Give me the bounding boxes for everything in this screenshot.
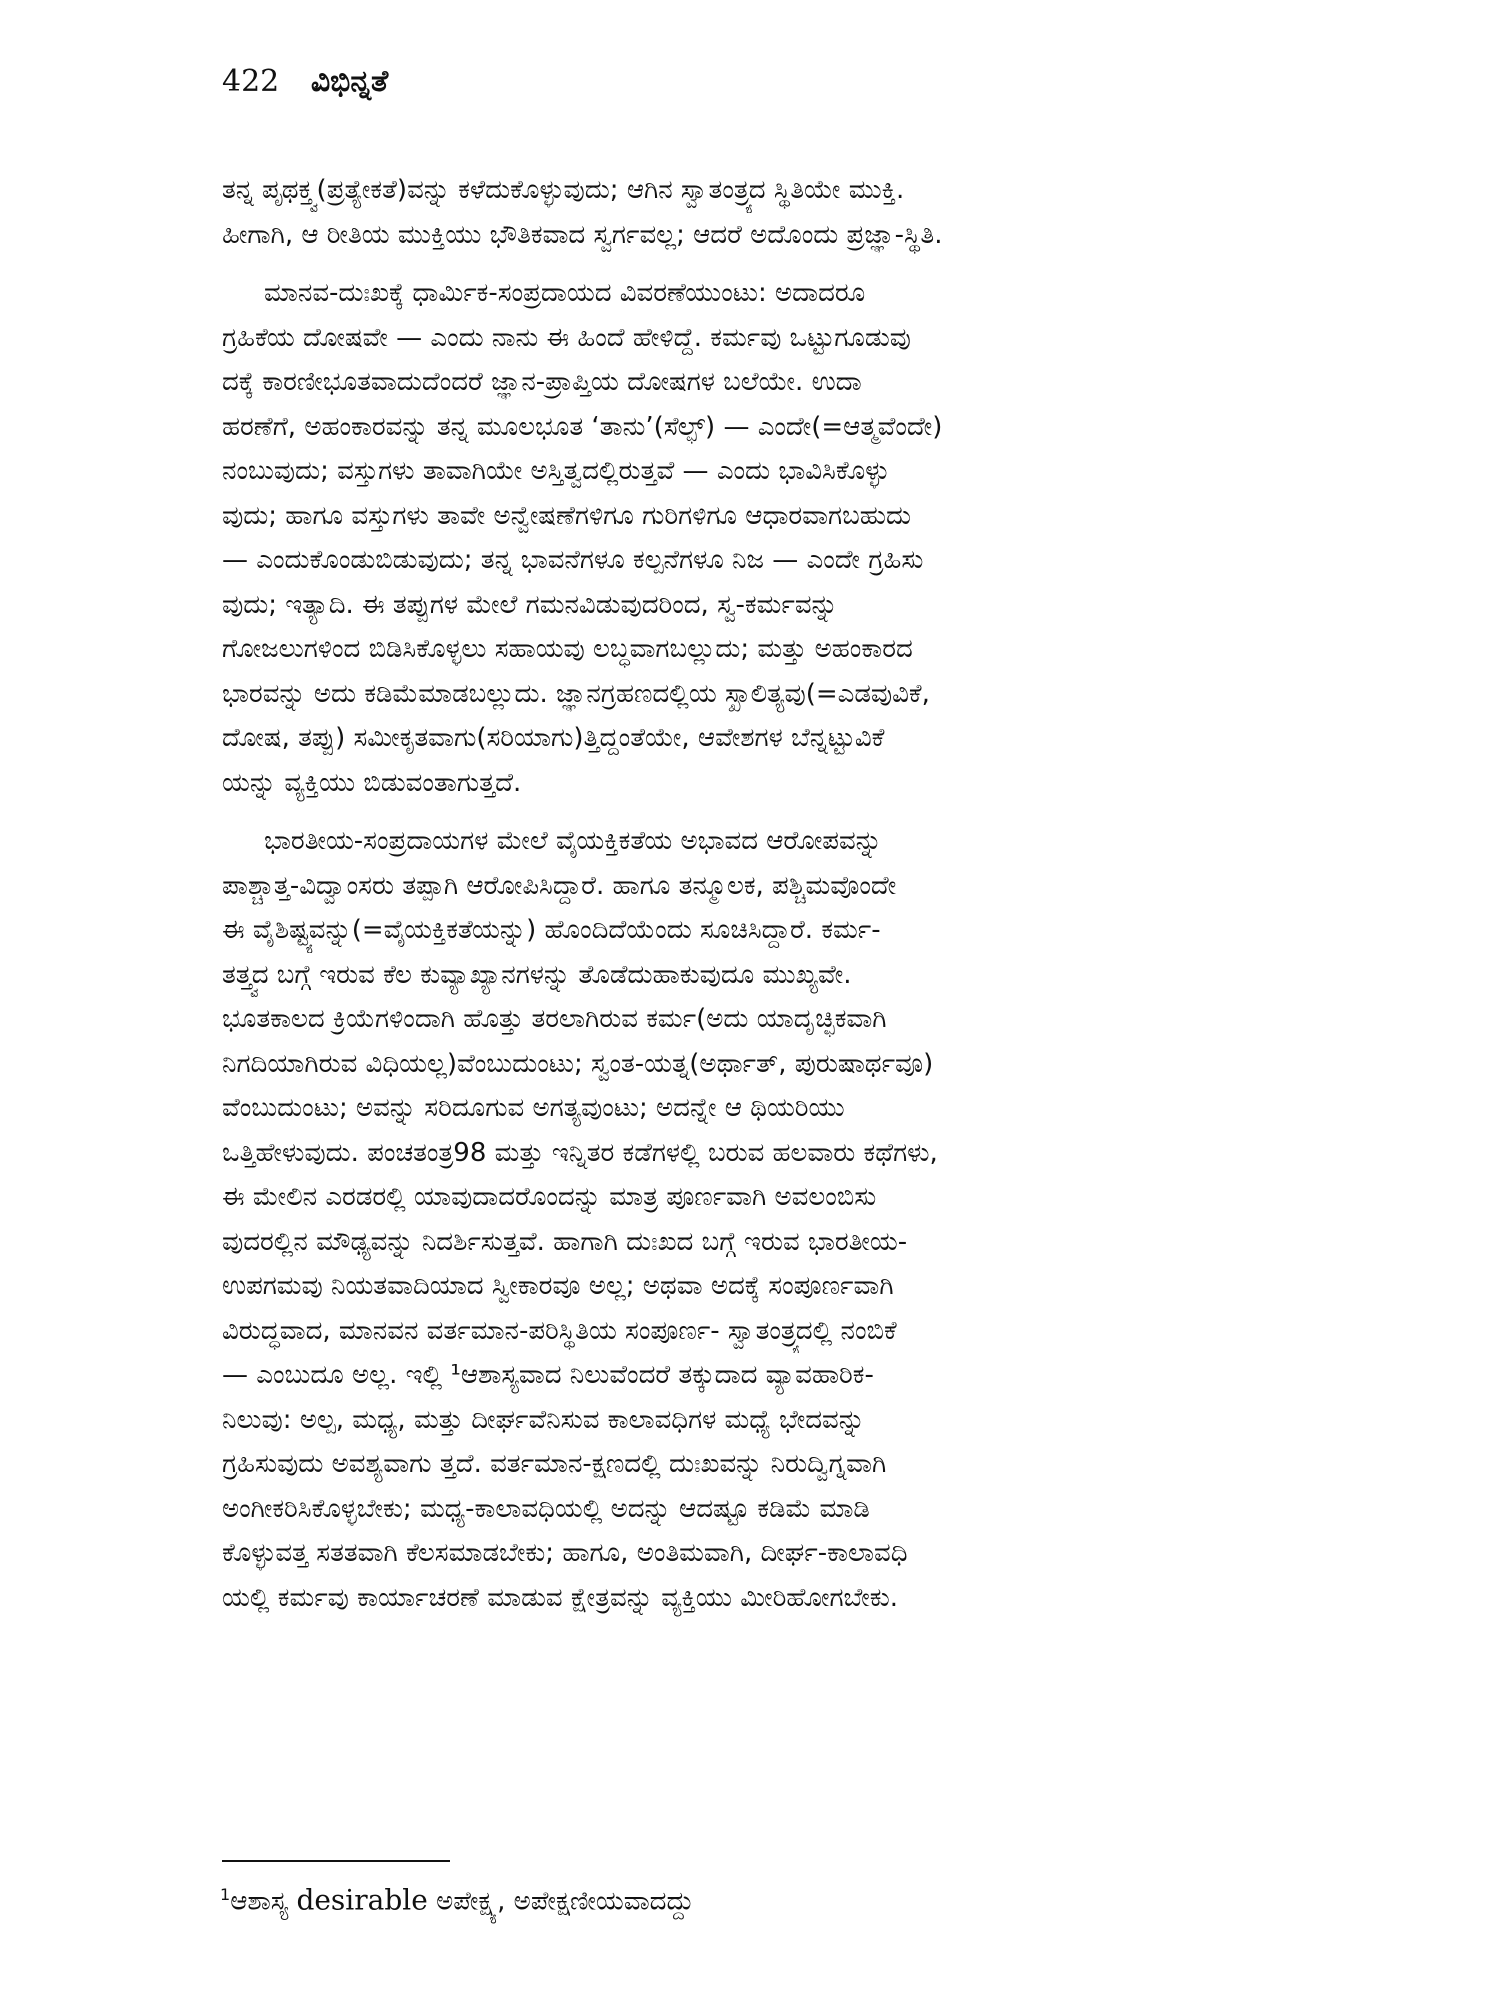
text-line: ತನ್ನ ಪೃಥಕ್ತ್ವ(ಪ್ರತ್ಯೇಕತೆ)ವನ್ನು ಕಳೆದುಕೊಳ್ಳುವುದು; ಆಗಿನ ಸ್ವಾತಂತ್ರ್ಯದ ಸ್ಥಿತಿಯೇ ಮುಕ್ತಿ.: [222, 175, 905, 205]
footnote-term-kannada: ಆಶಾಸ್ಯ: [230, 1886, 289, 1917]
paragraph-karma-errors: [222, 271, 1290, 805]
text-line: ಮಾನವ-ದುಃಖಕ್ಕೆ ಧಾರ್ಮಿಕ-ಸಂಪ್ರದಾಯದ ವಿವರಣೆಯುಂಟು: ಅದಾದರೂ: [264, 278, 866, 308]
text-line: ವುದು; ಹಾಗೂ ವಸ್ತುಗಳು ತಾವೇ ಅನ್ವೇಷಣೆಗಳಿಗೂ ಗುರಿಗಳಿಗೂ ಆಧಾರವಾಗಬಹುದು: [222, 500, 912, 531]
text-line: ದೋಷ, ತಪ್ಪು) ಸಮೀಕೃತವಾಗು(ಸರಿಯಾಗು)ತ್ತಿದ್ದಂತೆಯೇ, ಆವೇಶಗಳ ಬೆನ್ನಟ್ಟುವಿಕೆ: [222, 723, 885, 753]
text-line: — ಎಂದುಕೊಂಡುಬಿಡುವುದು; ತನ್ನ ಭಾವನೆಗಳೂ ಕಲ್ಪನೆಗಳೂ ನಿಜ — ಎಂದೇ ಗ್ರಹಿಸು: [222, 545, 924, 575]
text-line: ಗ್ರಹಿಸುವುದು ಅವಶ್ಯವಾಗು ತ್ತದೆ. ವರ್ತಮಾನ-ಕ್ಷಣದಲ್ಲಿ ದುಃಖವನ್ನು ನಿರುದ್ವಿಗ್ನವಾಗಿ: [222, 1449, 887, 1479]
footnote-divider: [222, 1860, 450, 1862]
text-line: ನಿಗದಿಯಾಗಿರುವ ವಿಧಿಯಲ್ಲ)ವೆಂಬುದುಂಟು; ಸ್ವಂತ-ಯತ್ನ(ಅರ್ಥಾತ್, ಪುರುಷಾರ್ಥವೂ): [222, 1048, 934, 1079]
footnote-term-english: desirable: [296, 1883, 428, 1917]
body-text: [222, 168, 1290, 1620]
page-number: 422: [222, 64, 280, 99]
page-header: [222, 62, 388, 102]
text-line: ಕೊಳ್ಳುವತ್ತ ಸತತವಾಗಿ ಕೆಲಸಮಾಡಬೇಕು; ಹಾಗೂ, ಅಂತಿಮವಾಗಿ, ದೀರ್ಘ-ಕಾಲಾವಧಿ: [222, 1538, 908, 1568]
text-line: ವುದರಲ್ಲಿನ ಮೌಢ್ಯವನ್ನು ನಿದರ್ಶಿಸುತ್ತವೆ. ಹಾಗಾಗಿ ದುಃಖದ ಬಗ್ಗೆ ಇರುವ ಭಾರತೀಯ-: [222, 1226, 908, 1257]
text-line: ಹೀಗಾಗಿ, ಆ ರೀತಿಯ ಮುಕ್ತಿಯು ಭೌತಿಕವಾದ ಸ್ವರ್ಗವಲ್ಲ; ಆದರೆ ಅದೊಂದು ಪ್ರಜ್ಞಾ-ಸ್ಥಿತಿ.: [222, 219, 943, 250]
text-line: ದಕ್ಕೆ ಕಾರಣೀಭೂತವಾದುದೆಂದರೆ ಜ್ಞಾನ-ಪ್ರಾಪ್ತಿಯ ದೋಷಗಳ ಬಲೆಯೇ. ಉದಾ: [222, 367, 862, 397]
text-line: ಗೋಜಲುಗಳಿಂದ ಬಿಡಿಸಿಕೊಳ್ಳಲು ಸಹಾಯವು ಲಬ್ಧವಾಗಬಲ್ಲುದು; ಮತ್ತು ಅಹಂಕಾರದ: [222, 634, 913, 664]
text-line: ಯಲ್ಲಿ ಕರ್ಮವು ಕಾರ್ಯಾಚರಣೆ ಮಾಡುವ ಕ್ಷೇತ್ರವನ್ನು ವ್ಯಕ್ತಿಯು ಮೀರಿಹೋಗಬೇಕು.: [222, 1582, 899, 1613]
text-line: ಅಂಗೀಕರಿಸಿಕೊಳ್ಳಬೇಕು; ಮಧ್ಯ-ಕಾಲಾವಧಿಯಲ್ಲಿ ಅದನ್ನು ಆದಷ್ಟೂ ಕಡಿಮೆ ಮಾಡಿ: [222, 1493, 870, 1524]
footnote-marker: 1: [220, 1885, 231, 1904]
text-line: ಭಾರವನ್ನು ಅದು ಕಡಿಮೆಮಾಡಬಲ್ಲುದು. ಜ್ಞಾನಗ್ರಹಣದಲ್ಲಿಯ ಸ್ಖಾಲಿತ್ಯವು(=ಎಡವುವಿಕೆ,: [222, 678, 930, 709]
text-line: ಭೂತಕಾಲದ ಕ್ರಿಯೆಗಳಿಂದಾಗಿ ಹೊತ್ತು ತರಲಾಗಿರುವ ಕರ್ಮ(ಅದು ಯಾದೃಚ್ಛಿಕವಾಗಿ: [222, 1004, 887, 1034]
running-title: ವಿಭಿನ್ನತೆ: [310, 64, 389, 99]
footnote: [220, 1876, 1280, 1921]
paragraph-continuation: [222, 168, 1290, 257]
text-line: ವುದು; ಇತ್ಯಾದಿ. ಈ ತಪ್ಪುಗಳ ಮೇಲೆ ಗಮನವಿಡುವುದರಿಂದ, ಸ್ವ-ಕರ್ಮವನ್ನು: [222, 589, 838, 620]
text-line: ಈ ವೈಶಿಷ್ಟ್ಯವನ್ನು(=ವೈಯಕ್ತಿಕತೆಯನ್ನು) ಹೊಂದಿದೆಯೆಂದು ಸೂಚಿಸಿದ್ದಾರೆ. ಕರ್ಮ-: [222, 915, 881, 945]
text-line: ಉಪಗಮವು ನಿಯತವಾದಿಯಾದ ಸ್ವೀಕಾರವೂ ಅಲ್ಲ; ಅಥವಾ ಅದಕ್ಕೆ ಸಂಪೂರ್ಣವಾಗಿ: [222, 1271, 894, 1301]
text-line: ವಿರುದ್ಧವಾದ, ಮಾನವನ ವರ್ತಮಾನ-ಪರಿಸ್ಥಿತಿಯ ಸಂಪೂರ್ಣ- ಸ್ವಾತಂತ್ರ್ಯದಲ್ಲಿ ನಂಬಿಕೆ: [222, 1315, 897, 1346]
footnote-gloss: ಅಪೇಕ್ಷ್ಯ, ಅಪೇಕ್ಷಣೀಯವಾದದ್ದು: [436, 1886, 694, 1917]
text-line: ನಂಬುವುದು; ವಸ್ತುಗಳು ತಾವಾಗಿಯೇ ಅಸ್ತಿತ್ವದಲ್ಲಿರುತ್ತವೆ — ಎಂದು ಭಾವಿಸಿಕೊಳ್ಳು: [222, 456, 890, 486]
paragraph-indian-traditions: [222, 819, 1290, 1620]
text-line: ನಿಲುವು: ಅಲ್ಪ, ಮಧ್ಯ, ಮತ್ತು ದೀರ್ಘವೆನಿಸುವ ಕಾಲಾವಧಿಗಳ ಮಧ್ಯೆ ಭೇದವನ್ನು: [222, 1404, 865, 1435]
text-line: ಗ್ರಹಿಕೆಯ ದೋಷವೇ — ಎಂದು ನಾನು ಈ ಹಿಂದೆ ಹೇಳಿದ್ದೆ. ಕರ್ಮವು ಒಟ್ಟುಗೂಡುವು: [222, 322, 911, 353]
text-line: ಪಾಶ್ಚಾತ್ತ-ವಿದ್ವಾಂಸರು ತಪ್ಪಾಗಿ ಆರೋಪಿಸಿದ್ದಾರೆ. ಹಾಗೂ ತನ್ಮೂಲಕ, ಪಶ್ಚಿಮವೊಂದೇ: [222, 870, 897, 901]
text-line: ಒತ್ತಿಹೇಳುವುದು. ಪಂಚತಂತ್ರ98 ಮತ್ತು ಇನ್ನಿತರ ಕಡೆಗಳಲ್ಲಿ ಬರುವ ಹಲವಾರು ಕಥೆಗಳು,: [222, 1137, 938, 1168]
text-line: ಭಾರತೀಯ-ಸಂಪ್ರದಾಯಗಳ ಮೇಲೆ ವೈಯಕ್ತಿಕತೆಯ ಅಭಾವದ ಆರೋಪವನ್ನು: [264, 826, 882, 856]
text-line: ಈ ಮೇಲಿನ ಎರಡರಲ್ಲಿ ಯಾವುದಾದರೊಂದನ್ನು ಮಾತ್ರ ಪೂರ್ಣವಾಗಿ ಅವಲಂಬಿಸು: [222, 1182, 877, 1212]
text-line: ತತ್ತ್ವದ ಬಗ್ಗೆ ಇರುವ ಕೆಲ ಕುವ್ಯಾಖ್ಯಾನಗಳನ್ನು ತೊಡೆದುಹಾಕುವುದೂ ಮುಖ್ಯವೇ.: [222, 959, 852, 990]
text-line: ಹರಣೆಗೆ, ಅಹಂಕಾರವನ್ನು ತನ್ನ ಮೂಲಭೂತ ‘ತಾನು’(ಸೆಲ್ಫ್) — ಎಂದೇ(=ಆತ್ಮವೆಂದೇ): [222, 411, 943, 442]
text-line: — ಎಂಬುದೂ ಅಲ್ಲ. ಇಲ್ಲಿ ¹ಆಶಾಸ್ಯವಾದ ನಿಲುವೆಂದರೆ ತಕ್ಕುದಾದ ವ್ಯಾವಹಾರಿಕ-: [222, 1360, 874, 1390]
text-line: ವೆಂಬುದುಂಟು; ಅವನ್ನು ಸರಿದೂಗುವ ಅಗತ್ಯವುಂಟು; ಅದನ್ನೇ ಆ ಥಿಯರಿಯು: [222, 1093, 845, 1123]
text-line: ಯನ್ನು ವ್ಯಕ್ತಿಯು ಬಿಡುವಂತಾಗುತ್ತದೆ.: [222, 767, 522, 798]
